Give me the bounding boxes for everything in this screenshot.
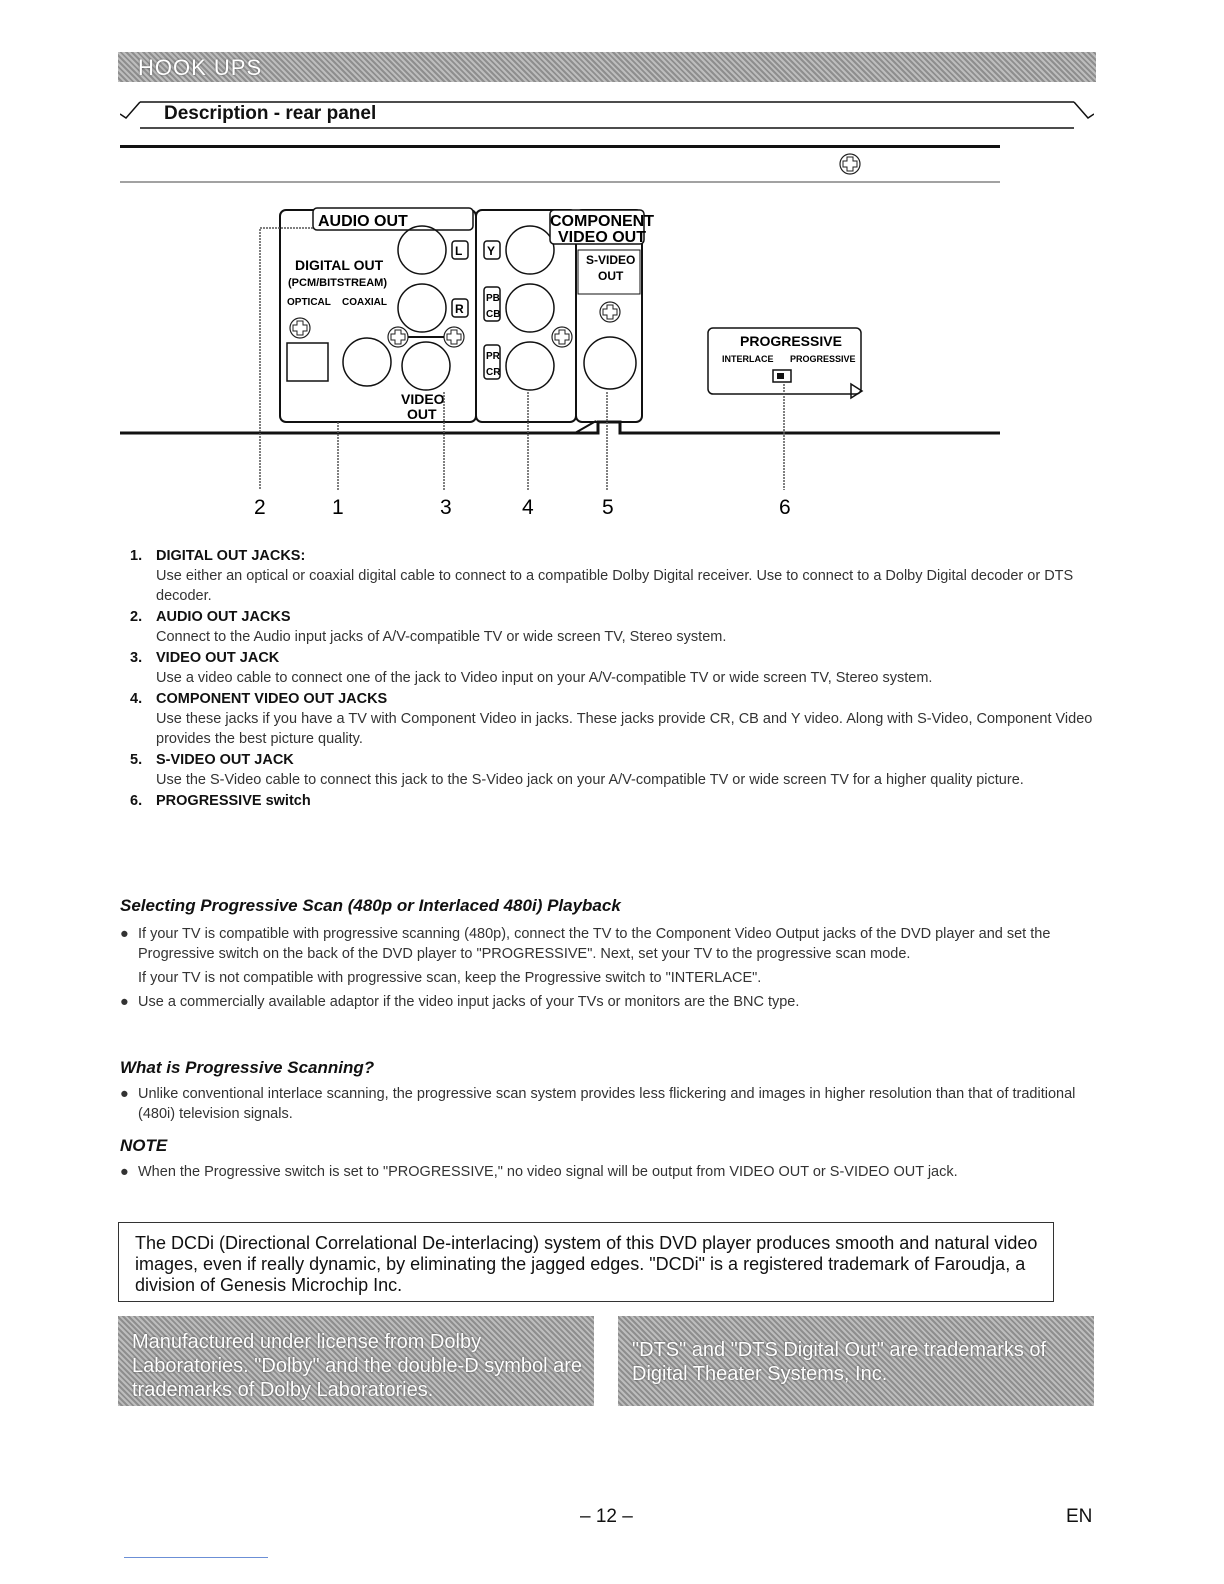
progressive-bullet-1-cont: If your TV is not compatible with progressive scan, keep the Progressive switch to "INTERLACE".	[138, 970, 762, 986]
item-title: PROGRESSIVE switch	[156, 793, 311, 809]
item-number: 5.	[130, 752, 143, 768]
what-bullet: ● Unlike conventional interlace scanning, the progressive scan system provides less flickering and images in higher resolution than that of traditional (480i) television signals.	[120, 1086, 1076, 1122]
callout-number: 5	[602, 496, 614, 519]
footer-rule	[124, 1557, 268, 1558]
component-video-out-label: VIDEO OUT	[558, 229, 647, 246]
optical-label: OPTICAL	[287, 297, 331, 308]
item-number: 6.	[130, 793, 143, 809]
callout-number: 2	[254, 496, 266, 519]
what-heading: What is Progressive Scanning?	[120, 1058, 375, 1077]
pcm-label: (PCM/BITSTREAM)	[288, 277, 387, 289]
item-number: 1.	[130, 548, 143, 564]
callout-number: 4	[522, 496, 534, 519]
list-item	[130, 546, 1098, 606]
component-y-label: Y	[487, 244, 496, 258]
item-title: DIGITAL OUT JACKS:	[156, 548, 306, 564]
interlace-label: INTERLACE	[722, 354, 774, 364]
screw-icon-left	[290, 318, 310, 338]
svideo-jack	[584, 337, 636, 389]
dolby-trademark: Manufactured under license from Dolby Laboratories. "Dolby" and the double-D symbol are trademarks of Dolby Laboratories.	[118, 1316, 594, 1406]
item-title: S-VIDEO OUT JACK	[156, 752, 294, 768]
panel-edge	[120, 422, 1000, 433]
item-title: AUDIO OUT JACKS	[156, 609, 291, 625]
audio-out-label: AUDIO OUT	[318, 213, 408, 230]
page-title: Description - rear panel	[164, 103, 377, 124]
screw-icon-video-left	[388, 327, 408, 347]
page-number: – 12 –	[580, 1506, 633, 1527]
component-pb-jack	[506, 284, 554, 332]
dcdi-box: The DCDi (Directional Correlational De-interlacing) system of this DVD player produces smooth and natural video images, even if really dynamic, by eliminating the jagged edges. "DCDi" is a registered trademark of Faroudja, a division of Genesis Microchip Inc.	[118, 1222, 1054, 1302]
item-description: Use the S-Video cable to connect this jack to the S-Video jack on your A/V-compatible TV or wide screen TV for a higher quality picture.	[156, 772, 1024, 788]
callout-number: 3	[440, 496, 452, 519]
callout-number: 6	[779, 496, 791, 519]
audio-r-label: R	[455, 302, 464, 316]
audio-l-jack	[398, 226, 446, 274]
note-heading: NOTE	[120, 1136, 168, 1155]
screw-icon-top	[840, 154, 860, 174]
module-audio	[280, 210, 476, 422]
item-number: 2.	[130, 609, 143, 625]
progressive-bullet-1: ● If your TV is compatible with progressive scanning (480p), connect the TV to the Component Video Output jacks of the DVD player and set the Progressive switch on the back of the DVD player to "PROGRESSIVE". Next, set your TV to the progressive scan mode.	[120, 926, 1051, 962]
progressive-heading: Selecting Progressive Scan (480p or Interlaced 480i) Playback	[120, 896, 621, 915]
component-cb-label: CB	[486, 309, 501, 320]
item-description: Connect to the Audio input jacks of A/V-compatible TV or wide screen TV, Stereo system.	[156, 629, 727, 645]
svideo-label: S-VIDEO	[586, 253, 636, 267]
screw-icon-component	[552, 327, 572, 347]
jack-list	[130, 546, 1098, 812]
component-pb-label: PB	[486, 293, 500, 304]
note-section	[120, 1136, 1095, 1182]
component-label: COMPONENT	[550, 213, 654, 230]
component-pr-label: PR	[486, 351, 500, 362]
list-item	[130, 689, 1098, 749]
rule-top	[120, 145, 1000, 148]
progressive-position-label: PROGRESSIVE	[790, 354, 856, 364]
item-title: COMPONENT VIDEO OUT JACKS	[156, 691, 388, 707]
audio-l-label: L	[455, 244, 463, 258]
svideo-out-label: OUT	[598, 269, 624, 283]
item-number: 4.	[130, 691, 143, 707]
list-item	[130, 648, 1098, 688]
language-code: EN	[1066, 1506, 1093, 1527]
progressive-title: PROGRESSIVE	[740, 333, 842, 349]
optical-port	[287, 343, 328, 381]
item-number: 3.	[130, 650, 143, 666]
callout-number: 1	[332, 496, 344, 519]
list-item	[130, 750, 1098, 790]
coaxial-jack	[343, 338, 391, 386]
component-y-jack	[506, 226, 554, 274]
video-label: VIDEO	[401, 391, 445, 407]
screw-icon-svideo	[600, 302, 620, 322]
section-title: HOOK UPS	[138, 55, 263, 80]
video-out-label: OUT	[407, 406, 437, 422]
list-item	[130, 607, 1098, 647]
audio-r-jack	[398, 284, 446, 332]
component-pr-jack	[506, 342, 554, 390]
coaxial-label: COAXIAL	[342, 297, 387, 308]
note-bullet: ● When the Progressive switch is set to "PROGRESSIVE," no video signal will be output from VIDEO OUT or S-VIDEO OUT jack.	[120, 1164, 958, 1180]
item-description: Use these jacks if you have a TV with Component Video in jacks. These jacks provide CR, CB and Y video. Along with S-Video, Component Video provides the best picture quality.	[156, 711, 1093, 747]
screw-icon-video-right	[444, 327, 464, 347]
item-title: VIDEO OUT JACK	[156, 650, 280, 666]
section-banner	[118, 52, 1096, 82]
progressive-bullet-2: ● Use a commercially available adaptor if the video input jacks of your TVs or monitors are the BNC type.	[120, 994, 800, 1010]
list-item	[130, 791, 1098, 811]
what-section	[120, 1058, 1095, 1124]
subheading	[120, 100, 1094, 130]
callout-numbers	[254, 496, 791, 519]
item-description: Use either an optical or coaxial digital cable to connect to a compatible Dolby Digital receiver. Use to connect to a Dolby Digital decoder or DTS decoder.	[156, 568, 1074, 604]
digital-out-label: DIGITAL OUT	[295, 257, 384, 273]
rear-panel-diagram	[0, 140, 1224, 520]
dts-trademark: "DTS" and "DTS Digital Out" are trademarks of Digital Theater Systems, Inc.	[618, 1316, 1094, 1406]
progressive-section	[120, 896, 1095, 1012]
component-cr-label: CR	[486, 367, 501, 378]
video-out-jack	[402, 342, 450, 390]
item-description: Use a video cable to connect one of the jack to Video input on your A/V-compatible TV or wide screen TV, Stereo system.	[156, 670, 933, 686]
